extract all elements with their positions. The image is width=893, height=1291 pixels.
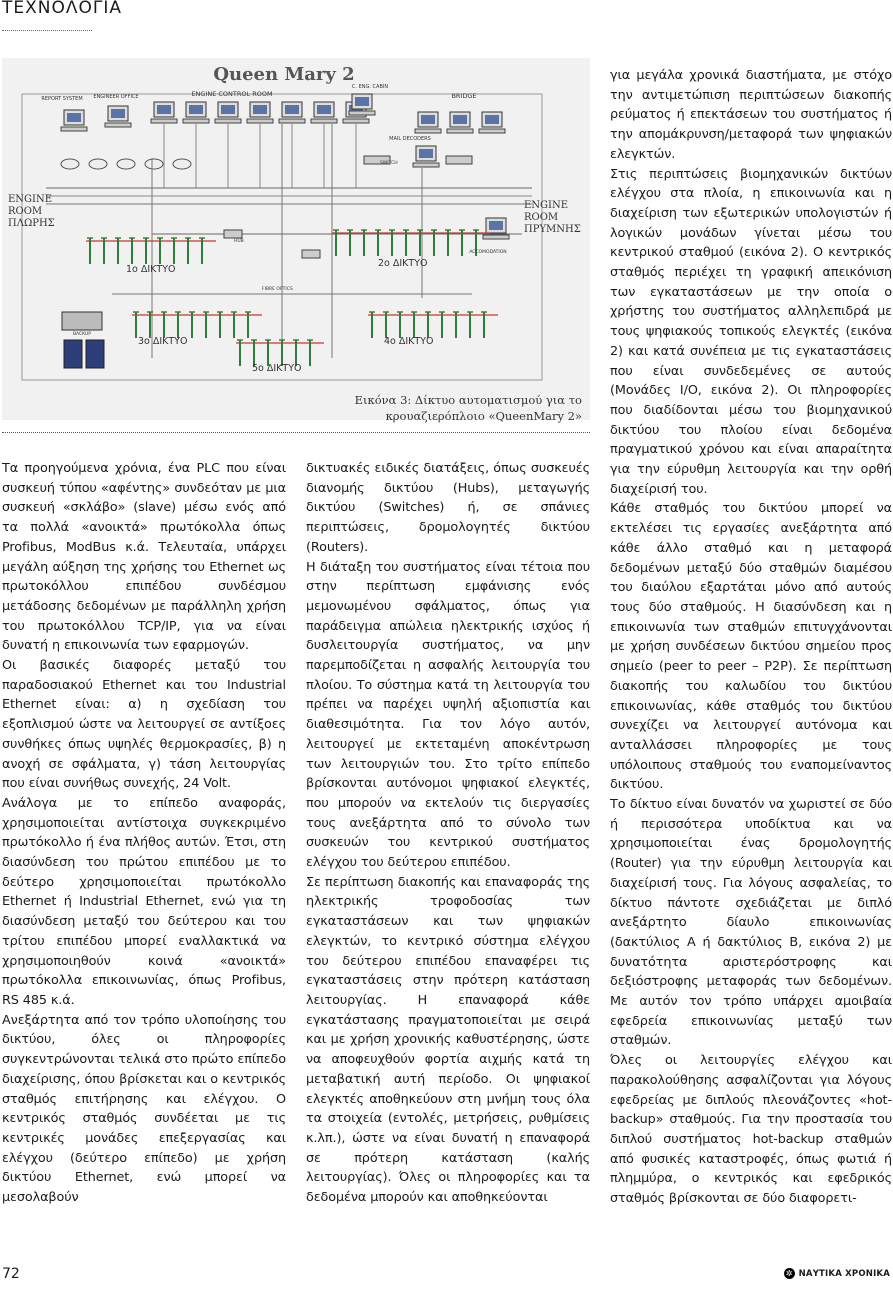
- label-network-1: 1ο ΔΙΚΤΥΟ: [126, 264, 176, 275]
- label-bridge: BRIDGE: [451, 92, 477, 100]
- label-engine-room-fore-1: ENGINE: [8, 194, 53, 205]
- label-engineer-office: ENGINEER OFFICE: [93, 94, 139, 100]
- article-column-1: [2, 459, 286, 1208]
- label-mail-decoders: MAIL DECODERS: [389, 136, 431, 142]
- label-engine-room-aft-3: ΠΡΥΜΝΗΣ: [524, 224, 581, 235]
- page-number: 72: [2, 1266, 20, 1282]
- paragraph: Όλες οι λειτουργίες ελέγχου και παρακολούθησης ασφαλίζονται για λόγους εφεδρείας με διπλούς πλεονάζοντες «hot-backup» σταθμούς. Για την προστασία του διπλού συστήματος hot-backup σταθμών από φυσικές καταστροφές, όπως φωτιά ή πλημμύρα, ο κεντρικός και εφεδρικός σταθμός βρίσκονται σε δύο διαφορετι-: [610, 1053, 892, 1207]
- figure-caption: [300, 392, 582, 424]
- network-diagram-figure: [2, 58, 590, 420]
- caption-line-2: κρουαζιερόπλοιο «QueenMary 2»: [385, 409, 582, 423]
- caption-line-1: Εικόνα 3: Δίκτυο αυτοματισμού για το: [354, 393, 582, 407]
- switch-icon: [446, 156, 472, 164]
- paragraph: Τα προηγούμενα χρόνια, ένα PLC που είναι συσκευή τύπου «αφέντης» συνδεόταν με μια συσκευή «σκλάβο» (slave) μέσω ενός από τα πολλά «ανοικτά» πρωτόκολλα όπως Profibus, ModBus κ.ά. Τελευταία, υπάρχει μεγάλη αύξηση της χρήσης του Ethernet ως πρωτοκόλλου επιπέδου συνδέσμου μετάδοσης δεδομένων με παράλληλη χρήση του πρωτοκόλλου TCP/IP, για να είναι δυνατή η επικοινωνία των εφαρμογών.: [2, 461, 286, 654]
- paragraph: δικτυακές ειδικές διατάξεις, όπως συσκευές διανομής δικτύου (Hubs), μεταγωγής δικτύου (Switches) ή, σε σπάνιες περιπτώσεις, δρομολογητές δικτύου (Routers).: [306, 461, 590, 555]
- control-panel-icon: [86, 340, 104, 368]
- label-backup: BACKUP: [72, 332, 92, 337]
- paragraph: Στις περιπτώσεις βιομηχανικών δικτύων ελέγχου στα πλοία, η επικοινωνία και η διαχείριση των εξωτερικών υπολογιστών ή λογικών μονάδων γίνεται μέσω του κεντρικού σταθμού (εικόνα 2). Ο κεντρικός σταθμός περιέχει τη γραφική απεικόνιση των εγκαταστάσεων με την οποία ο χρήστης του συστήματος αλληλεπιδρά με τους ψηφιακούς τοπικούς ελεγκτές (εικόνα 2) και κατά συνέπεια με τις εγκαταστάσεις που είναι συνδεδεμένες σε αυτούς (Μονάδες I/O, εικόνα 2). Οι πληροφορίες που διαδίδονται μέσω του βιομηχανικού δικτύου του πλοίου είναι δεδομένα πραγματικού χρόνου και είναι απαραίτητα για την εύρυθμη λειτουργία και την ορθή διαχείρισή του.: [610, 166, 892, 497]
- paragraph: για μεγάλα χρονικά διαστήματα, με στόχο την αντιμετώπιση περιπτώσεων διακοπής ρεύματος ή επεκτάσεων του συστήματος ή την απομάκρυνση/μεταφορά των ψηφιακών ελεγκτών.: [610, 68, 892, 162]
- label-engine-room-aft-1: ENGINE: [524, 200, 569, 211]
- publication-brand: [784, 1268, 890, 1279]
- paragraph: Οι βασικές διαφορές μεταξύ του παραδοσιακού Ethernet και του Industrial Ethernet είναι: α) η σχεδίαση του εξοπλισμού ώστε να λειτουργεί σε αντίξοες συνθήκες όπως υψηλές θερμοκρασίες, β) η ανοχή σε σφάλματα, γ) τάση λειτουργίας που είναι συνήθως συνεχής, 24 Volt.: [2, 658, 286, 792]
- label-engine-room-fore-3: ΠΛΩΡΗΣ: [8, 218, 55, 229]
- label-network-2: 2ο ΔΙΚΤΥΟ: [378, 258, 428, 269]
- printer-icon: [145, 159, 163, 169]
- paragraph: Σε περίπτωση διακοπής και επαναφοράς της ηλεκτρικής τροφοδοσίας των εγκαταστάσεων και των ψηφιακών ελεγκτών, το κεντρικό σύστημα ελέγχου του δεύτερου επιπέδου επαναφέρει τις εγκαταστάσεις στην πρότερη κατάσταση λειτουργίας. Η επαναφορά κάθε εγκατάστασης πραγματοποιείται με σειρά και με χρήση χρονικής καθυστέρησης, ώστε να αποφευχθούν φορτία αιχμής κατά τη μεταβατική αυτή περίοδο. Οι ψηφιακοί ελεγκτές αποθηκεύουν στη μνήμη τους όλα τα στοιχεία (εντολές, μετρήσεις, ρυθμίσεις κ.λπ.), ώστε να είναι δυνατή η επαναφορά σε πρότερη κατάσταση (καλής λειτουργίας). Όλες οι πληροφορίες και τα δεδομένα μπορούν και αποθηκεύονται: [306, 874, 590, 1206]
- section-title: ΤΕΧΝΟΛΟΓΙΑ: [2, 0, 122, 18]
- hub-icon: [224, 230, 242, 238]
- control-panel-icon: [64, 340, 82, 368]
- hub-icon: [302, 250, 320, 258]
- paragraph: Κάθε σταθμός του δικτύου μπορεί να εκτελέσει τις εργασίες ανεξάρτητα από κάθε άλλο σταθμό και η μεταφορά δεδομένων μεταξύ δύο σταθμών διαμέσου του διαύλου εξαρτάται μόνο από αυτούς τους δύο σταθμούς. Η διασύνδεση και η επικοινωνία των σταθμών επιτυγχάνονται με χρήση συνδέσεων δικτύου σημείου προς σημείο (peer to peer – P2P). Σε περίπτωση διακοπής του καλωδίου του δικτύου επικοινωνίας, κάθε σταθμός του δικτύου συνεχίζει να λειτουργεί αυτόνομα και ανταλλάσσει πληροφορίες με τους υπόλοιπους σταθμούς του εναπομείναντος δικτύου.: [610, 501, 892, 793]
- ship-wheel-icon: ✲: [784, 1268, 795, 1279]
- label-engine-room-fore-2: ROOM: [8, 206, 43, 217]
- label-report-system: REPORT SYSTEM: [41, 96, 83, 102]
- brand-name: ΝΑΥΤΙΚΑ ΧΡΟΝΙΚΑ: [798, 1268, 890, 1279]
- label-network-4: 4ο ΔΙΚΤΥΟ: [384, 336, 434, 347]
- backup-rack-icon: [62, 312, 102, 330]
- diagram-title: Queen Mary 2: [213, 64, 355, 85]
- printer-icon: [61, 159, 79, 169]
- label-hub: HUB: [234, 239, 244, 244]
- label-network-5: 5ο ΔΙΚΤΥΟ: [252, 363, 302, 374]
- label-engine-control-room: ENGINE CONTROL ROOM: [191, 90, 273, 98]
- printer-icon: [173, 159, 191, 169]
- label-switch: SWITCH: [380, 161, 398, 166]
- article-column-2: [306, 459, 590, 1208]
- article-column-3: [610, 66, 892, 1209]
- paragraph: Το δίκτυο είναι δυνατόν να χωριστεί σε δύο ή περισσότερα υποδίκτυα και να χρησιμοποιείται ένας δρομολογητής (Router) για την εύρυθμη λειτουργία και διαχείρισή τους. Για λόγους ασφαλείας, το δίκτυο πάντοτε σχεδιάζεται με διπλό ανεξάρτητο δίαυλο επικοινωνίας (δακτύλιος Α ή δακτύλιος Β, εικόνα 2) με δυνατότητα αριστερόστροφης και δεξιόστροφης μεταφοράς των δεδομένων. Με αυτόν τον τρόπο υπάρχει αμοιβαία εφεδρεία επικοινωνίας μεταξύ των σταθμών.: [610, 797, 892, 1049]
- label-engine-room-aft-2: ROOM: [524, 212, 559, 223]
- printer-icon: [117, 159, 135, 169]
- figure-divider: [2, 432, 590, 433]
- paragraph: Η διάταξη του συστήματος είναι τέτοια που στην περίπτωση εμφάνισης ενός μεμονωμένου σφάλματος, όπως για παράδειγμα απώλεια ηλεκτρικής ισχύος ή δυσλειτουργία συστήματος, να μην παρεμποδίζεται η ασφαλής λειτουργία του πλοίου. Το σύστημα κατά τη λειτουργία του πρέπει να παρέχει υψηλή αξιοπιστία και διαθεσιμότητα. Για τον λόγο αυτόν, λειτουργεί με εκτεταμένη αποκέντρωση των λειτουργιών του. Στο τρίτο επίπεδο βρίσκονται αυτόνομοι ψηφιακοί ελεγκτές, που μπορούν να εκτελούν τις διεργασίες τους ανεξάρτητα από το σύνολο των συσκευών του κεντρικού συστήματος ελέγχου του δεύτερου επιπέδου.: [306, 559, 590, 871]
- paragraph: Ανεξάρτητα από τον τρόπο υλοποίησης του δικτύου, όλες οι πληροφορίες συγκεντρώνονται τελικά στο πρώτο επίπεδο διαχείρισης, όπου βρίσκεται και ο κεντρικός σταθμός επιτήρησης και ελέγχου. Ο κεντρικός σταθμός συνδέεται με τις κεντρικές μονάδες επεξεργασίας και ελέγχου (δεύτερο επίπεδο) με χρήση δικτύου Ethernet, ενώ μπορεί να μεσολαβούν: [2, 1012, 286, 1206]
- paragraph: Ανάλογα με το επίπεδο αναφοράς, χρησιμοποιείται αντίστοιχα συγκεκριμένο πρωτόκολλο ή ένα πλήθος αυτών. Έτσι, στη διασύνδεση του πρώτου επιπέδου με το δεύτερο χρησιμοποιείται πρωτόκολλο Ethernet ή Industrial Ethernet, ενώ για τη διασύνδεση μεταξύ του δεύτερου και του τρίτου επιπέδου μπορεί εναλλακτικά να χρησιμοποιηθούν κοινά «ανοικτά» πρωτόκολλα επικοινωνίας, όπως Profibus, RS 485 κ.ά.: [2, 795, 286, 1008]
- label-chief-eng-cabin: C. ENG. CABIN: [351, 84, 389, 90]
- label-network-3: 3ο ΔΙΚΤΥΟ: [138, 336, 188, 347]
- title-divider: [2, 30, 92, 31]
- printer-icon: [89, 159, 107, 169]
- label-fibre-optics: FIBRE OPTICS: [262, 287, 293, 292]
- label-accomodation: ACCOMODATION: [469, 250, 507, 255]
